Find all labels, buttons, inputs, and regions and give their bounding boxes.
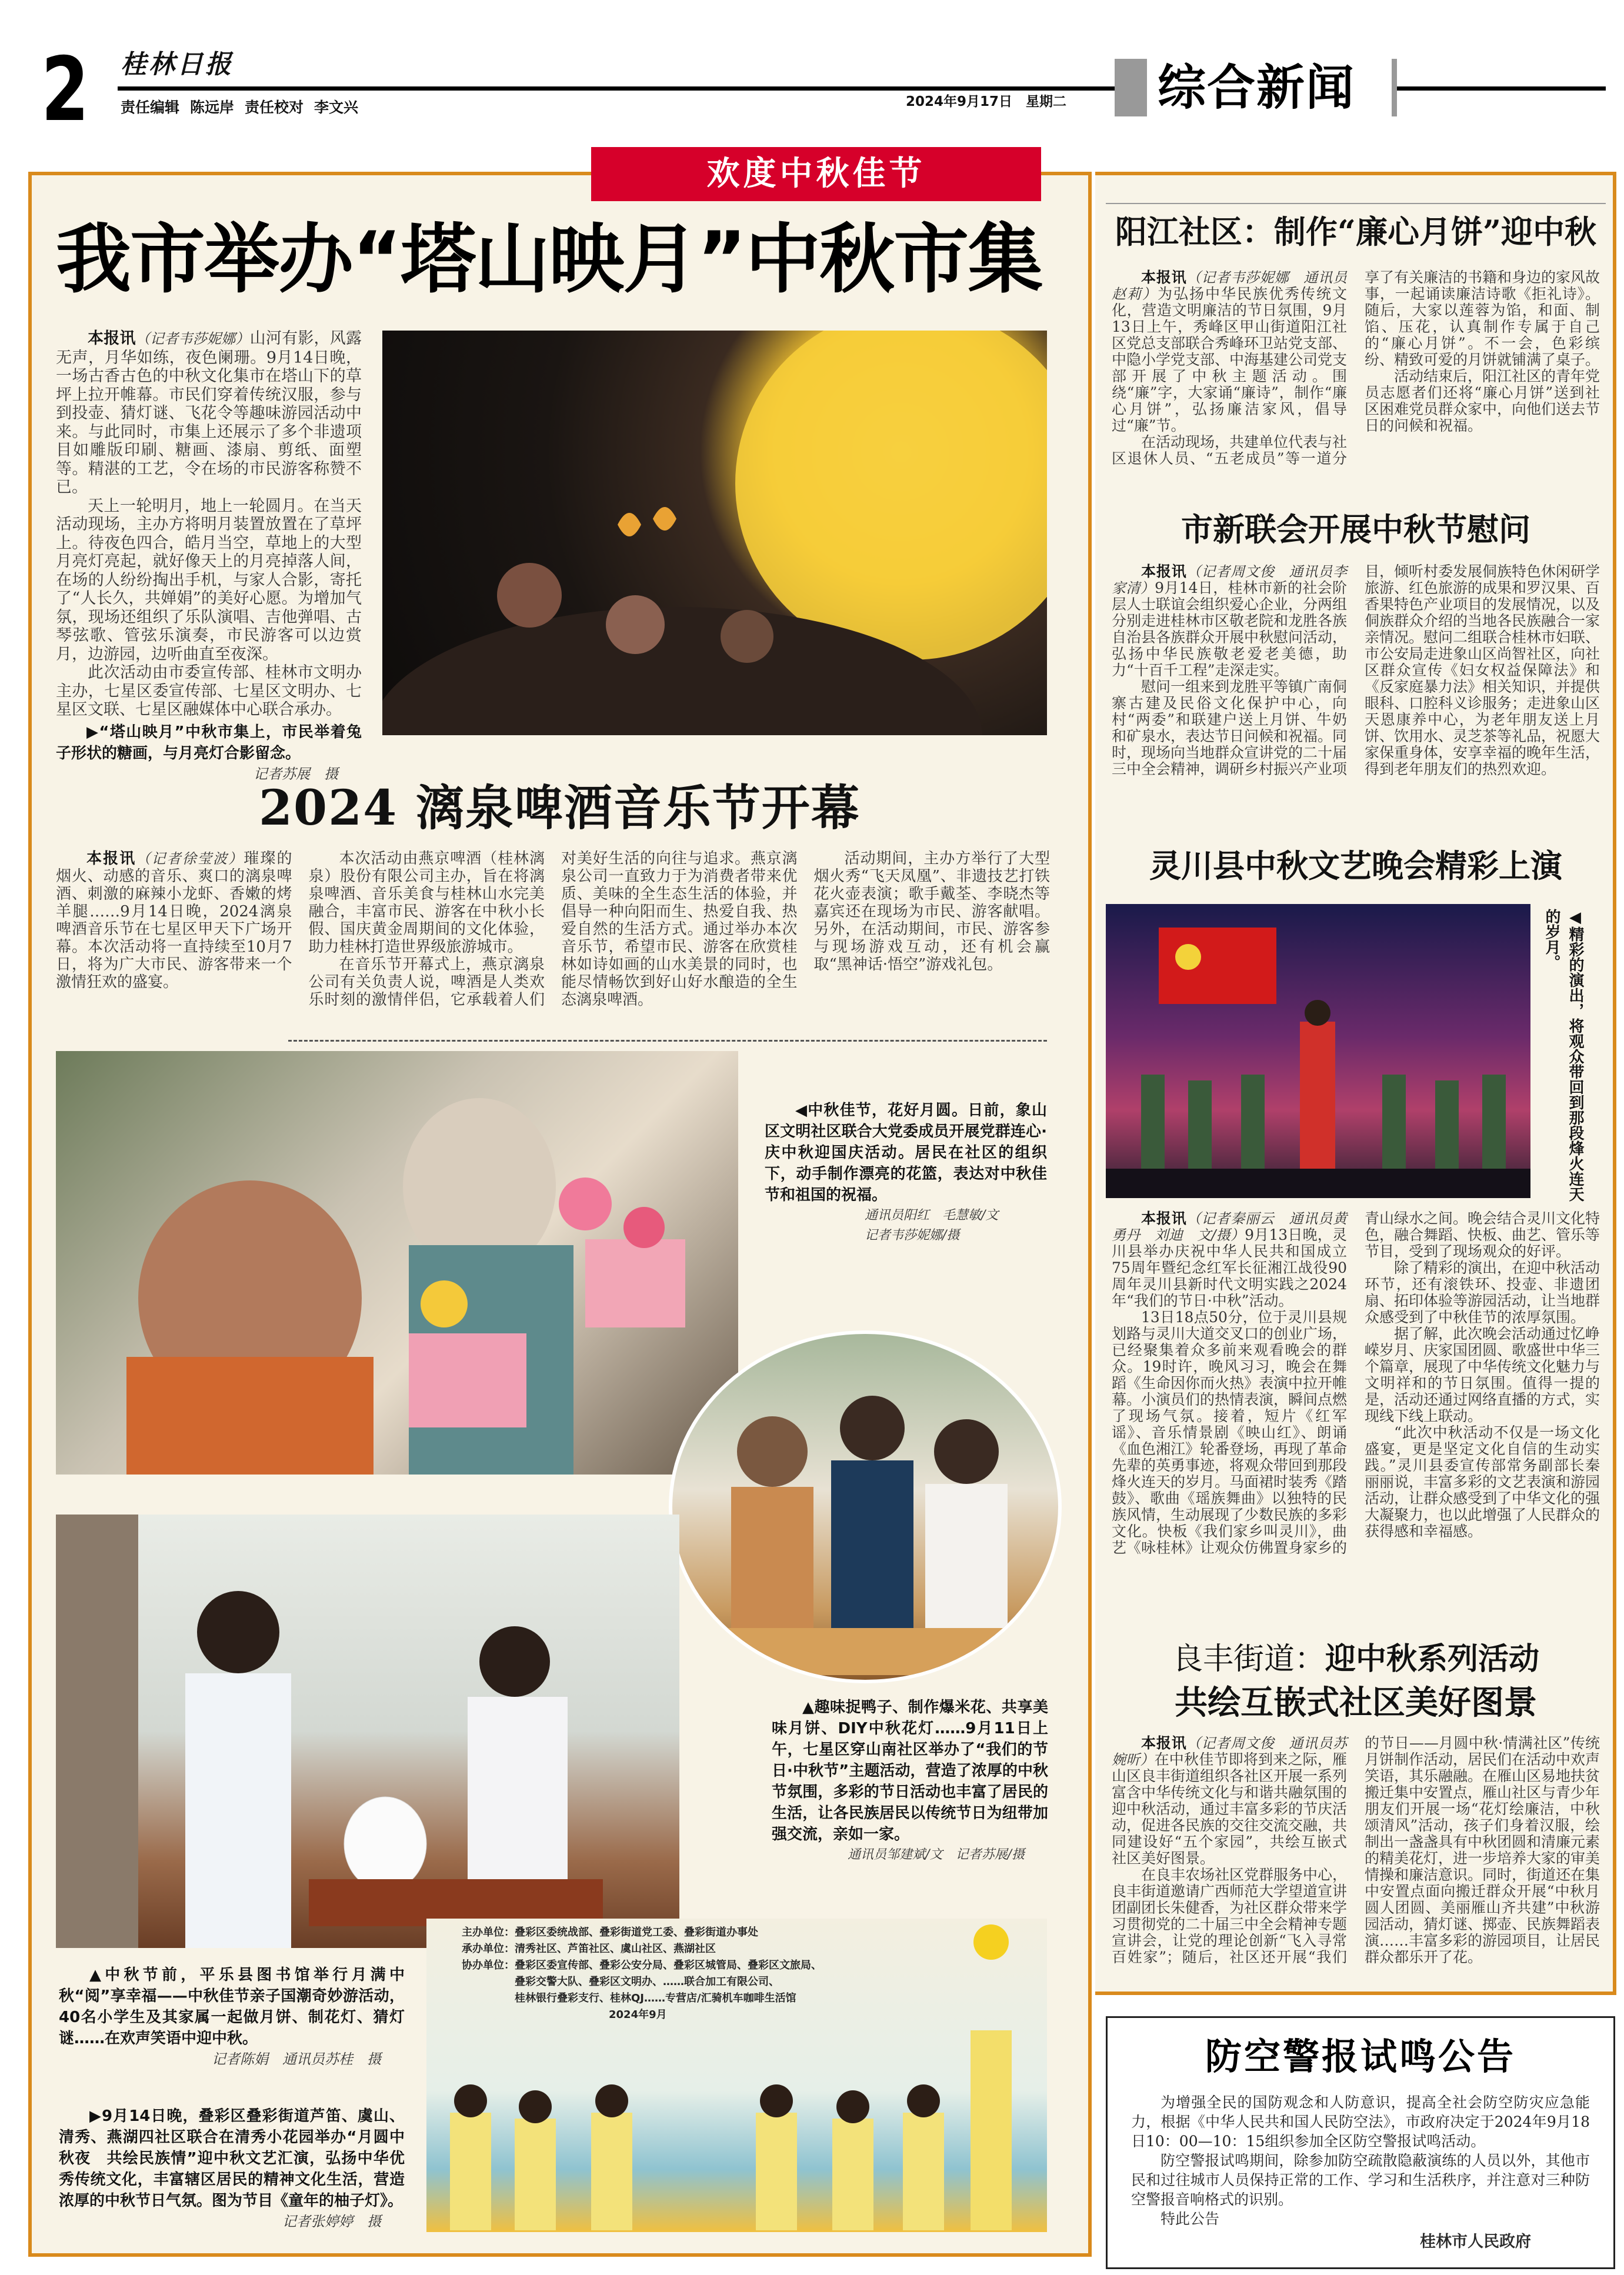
sign-line: 2024年9月 xyxy=(609,2009,667,2021)
sign-line: 协办单位：叠彩区委宣传部、叠彩公安分局、叠彩区城管局、叠彩区文旅局、 xyxy=(462,1959,822,1972)
notice-signature: 桂林市人民政府 xyxy=(1420,2233,1531,2251)
event-sign xyxy=(462,1924,822,2023)
photo-credit: 记者韦莎妮娜/摄 xyxy=(865,1228,960,1243)
caption-text: ▶“塔山映月”中秋市集上，市民举着兔子形状的糖画，与月亮灯合影留念。 xyxy=(56,723,362,762)
byline: （记者秦丽云 通讯员黄勇丹 刘迪 文/摄） xyxy=(1112,1210,1347,1243)
page-number: 2 xyxy=(41,39,89,141)
paragraph: 璀璨的烟火、动感的音乐、爽口的漓泉啤酒、刺激的麻辣小龙虾、香嫩的烤羊腿……9月14日晚，2024漓泉啤酒音乐节在七星区甲天下广场开幕。本次活动将一直持续至10月7日，将为广大市民、游客带来一个激情狂欢的盛宴。 xyxy=(56,850,292,991)
kids-lantern-illustration xyxy=(56,1515,679,1948)
section-bar-end xyxy=(1392,59,1397,116)
photo-credit: 通讯员邹建斌/文 记者苏展/摄 xyxy=(848,1847,1025,1862)
sign-line: 承办单位：清秀社区、芦笛社区、虞山社区、燕湖社区 xyxy=(462,1943,716,1955)
paragraph: 慰问一组来到龙胜平等镇广南侗寨古建及民俗文化保护中心，向村“两委”和联建户送上月饼、牛奶和矿泉水，表达节日问候和祝福。同时，现场向当地群众宣讲党的二十届三中全会精神，调研乡村振兴产业项目，倾听村委发展侗族特色休闲研学旅游、红色旅游的成果和罗汉果、百香果特色产业项目的发展情况，以及侗族群众介绍的当地各民族融合一家亲情况。慰问二组联合桂林市妇联、市公安局走进象山区尚智社区，向社区群众宣传《妇女权益保障法》和《反家庭暴力法》相关知识，并提供眼科、口腔科义诊服务；走进象山区天恩康养中心，为老年朋友送上月饼、饮用水、灵芝茶等礼品，祝愿大家保重身体，安享幸福的晚年生活，得到老年朋友们的热烈欢迎。 xyxy=(1112,563,1600,778)
xinlianhui-article xyxy=(1112,563,1600,778)
notice-paragraph: 为增强全民的国防观念和人防意识，提高全社会防空防灾应急能力，根据《中华人民共和国人民防空法》，市政府决定于2024年9月18日10：00—10：15组织参加全区防空警报试鸣活动。 xyxy=(1131,2094,1590,2150)
sign-line: 桂林银行叠彩支行、桂林QJ……专营店/汇骑机车咖啡生活馆 xyxy=(515,1992,796,2004)
paragraph: 13日18点50分，位于灵川县规划路与灵川大道交叉口的创业广场，已经聚集着众多前来观看晚会的群众。19时许，晚风习习，晚会在舞蹈《生命因你而火热》表演中拉开帷幕。小演员们的热情表演，瞬间点燃了现场气氛。接着，短片《红军谣》、音乐情景剧《映山红》、朗诵《血色湘江》轮番登场，再现了革命先辈的英勇事迹，将观众带回到那段烽火连天的岁月。马面裙时装秀《踏鼓》、歌曲《瑶族舞曲》以独特的民族风情，生动展现了少数民族的多彩文化。快板《我们家乡叫灵川》，曲艺《咏桂林》让观众仿佛置身家乡的青山绿水之间。晚会结合灵川文化特色，融合舞蹈、快板、曲艺、管乐等节目，受到了现场观众的好评。 xyxy=(1112,1210,1600,1556)
paragraph: 此次活动由市委宣传部、桂林市文明办主办，七星区委宣传部、七星区文明办、七星区文联、七星区融媒体中心联合承办。 xyxy=(56,663,362,719)
paragraph: 在良丰农场社区党群服务中心，良丰街道邀请广西师范大学望道宣讲团副团长朱健香，为社区群众带来学习贯彻党的二十届三中全会精神专题宣讲会，让党的理论创新“飞入寻常百姓家”；随后，社区还开展“我们的节日——月圆中秋·情满社区”传统月饼制作活动，居民们在活动中欢声笑语，其乐融融。在雁山区易地扶贫搬迁集中安置点，雁山社区与青少年朋友们开展一场“花灯绘廉洁，中秋颂清风”活动，孩子们身着汉服，绘制出一盏盏具有中秋团圆和清廉元素的精美花灯，进一步培养大家的审美情操和廉洁意识。同时，街道还在集中安置点面向搬迁群众开展“中秋月圆人团圆、美丽雁山齐共建”中秋游园活动，猜灯谜、掷壶、民族舞蹈表演……丰富多彩的游园项目，让居民群众都乐开了花。 xyxy=(1112,1734,1600,1966)
sign-line: 叠彩交警大队、叠彩区文明办、……联合加工有限公司、 xyxy=(515,1976,779,1988)
liangfeng-subheadline: 共绘互嵌式社区美好图景 xyxy=(1175,1683,1537,1722)
issue-date: 2024年9月17日 星期二 xyxy=(906,94,1067,109)
xinlianhui-headline: 市新联会开展中秋节慰问 xyxy=(1181,511,1530,548)
lead-tag: 本报讯 xyxy=(88,329,136,348)
paragraph: 为弘扬中华民族优秀传统文化，营造文明廉洁的节日氛围，9月13日上午，秀峰区甲山街道阳江社区党总支部联合秀峰环卫站党支部、中隐小学党支部、中海基建公司党支部开展了中秋主题活动。围绕“廉”字，大家诵“廉诗”，制作“廉心月饼”，弘扬廉洁家风，倡导过“廉”节。 xyxy=(1112,285,1348,434)
lead-tag: 本报讯 xyxy=(1141,1734,1187,1752)
paragraph: 天上一轮明月，地上一轮圆月。在当天活动现场，主办方将明月装置放置在了草坪上。待夜色四合，皓月当空，草地上的大型月亮灯亮起，就好像天上的月亮掉落人间，在场的人纷纷掏出手机，与家人合影，寄托了“人长久，共婵娟”的美好心愿。为增加气氛，现场还组织了乐队演唱、吉他弹唱、古琴弦歌、管弦乐演奏，市民游客可以边赏月，边游园，边听曲直至夜深。 xyxy=(56,496,362,663)
headline-prefix: 良丰街道： xyxy=(1172,1642,1325,1677)
paragraph: 山河有影，风露无声，月华如练，夜色阑珊。9月14日晚，一场古香古色的中秋文化集市在塔山下的草坪上拉开帷幕。市民们穿着传统汉服，参与到投壶、猜灯谜、飞花令等趣味游园活动中来。与此同时，市集上还展示了多个非遗项目如雕版印刷、糖画、漆扇、剪纸、面塑等。精湛的工艺，令在场的市民游客称赞不已。 xyxy=(56,329,362,496)
yangjiang-headline: 阳江社区：制作“廉心月饼”迎中秋 xyxy=(1115,213,1597,251)
byline: （记者徐莹波） xyxy=(136,850,244,867)
paragraph: 9月14日，桂林市新的社会阶层人士联谊会组织爱心企业，分两组分别走进桂林市区敬老院和龙胜各族自治县各族群众开展中秋慰问活动，弘扬中华民族敬老爱老美德，助力“十百千工程”走深走实。 xyxy=(1112,579,1348,679)
caption-text: ▲趣味捉鸭子、制作爆米花、共享美味月饼、DIY中秋花灯……9月11日上午，七星区穿山南社区举办了“我们的节日·中秋节”主题活动，营造了浓厚的中秋节氛围，多彩的节日活动也丰富了居民的生活，让各民族居民以传统节日为纽带加强交流，亲如一家。 xyxy=(772,1699,1048,1843)
lead-tag: 本报讯 xyxy=(1141,269,1187,286)
library-caption-block xyxy=(59,1964,405,2069)
beer-article xyxy=(56,850,1050,1009)
dashed-divider xyxy=(288,1040,1047,1042)
paragraph: 除了精彩的演出，在迎中秋活动环节，还有滚铁环、投壶、非遗团扇、拓印体验等游园活动，让当地群众感受到了中秋佳节的浓厚氛围。 xyxy=(1365,1259,1600,1326)
mooncake-circle-photo xyxy=(669,1330,1062,1683)
credit-name: 陈远岸 xyxy=(190,99,235,116)
paragraph: 活动结束后，阳江社区的青年党员志愿者们还将“廉心月饼”送到社区困难党员群众家中，向他们送去节日的问候和祝福。 xyxy=(1365,368,1600,434)
editor-credits xyxy=(121,100,369,115)
text-credit: 通讯员阳红 毛慧敏/文 xyxy=(865,1208,999,1223)
paragraph: 在活动现场，共建单位代表与社区退休人员、“五老成员”等一道分享了有关廉洁的书籍和身边的家风故事，一起诵读廉洁诗歌《拒礼诗》。随后，大家以莲蓉为馅，和面、制馅、压花，认真制作专属于自己的“廉心月饼”。不一会，色彩缤纷、精致可爱的月饼就铺满了桌子。 xyxy=(1112,269,1600,467)
stage-performance-photo xyxy=(426,1919,1047,2232)
flower-basket-illustration xyxy=(56,1051,738,1475)
feature-banner: 欢度中秋佳节 xyxy=(591,147,1041,201)
photo-credit: 记者陈娟 通讯员苏桂 摄 xyxy=(212,2051,381,2067)
photo-credit: 记者张婷婷 摄 xyxy=(282,2213,381,2230)
stage-caption-block xyxy=(59,2106,405,2231)
photo-credit: 记者苏展 摄 xyxy=(254,765,338,782)
byline: （记者韦莎妮娜） xyxy=(135,331,250,347)
beer-headline: 2024 漓泉啤酒音乐节开幕 xyxy=(259,780,861,836)
paragraph: 据了解，此次晚会活动通过忆峥嵘岁月、庆家国团圆、歌盛世中华三个篇章，展现了中华传统文化魅力与文明祥和的节日氛围。值得一提的是，活动还通过网络直播的方式，实现线下线上联动。 xyxy=(1365,1325,1600,1425)
air-raid-notice xyxy=(1106,2016,1615,2269)
caption-text: ▶9月14日晚，叠彩区叠彩街道芦笛、虞山、清秀、燕湖四社区联合在清秀小花园举办“月圆中秋夜 共绘民族情”迎中秋文艺汇演，弘扬中华优秀传统文化，丰富辖区居民的精神文化生活，营造浓厚的中秋节日气氛。图为节目《童年的柚子灯》。 xyxy=(59,2107,405,2210)
photo-caption xyxy=(59,2106,405,2211)
lead-tag: 本报讯 xyxy=(86,850,136,868)
section-title: 综合新闻 xyxy=(1158,59,1356,116)
paragraph: 在中秋佳节即将到来之际，雁山区良丰街道组织各社区开展一系列富含中华传统文化与和谐共融氛围的迎中秋活动，通过丰富多彩的节庆活动，促进各民族的交往交流交融，共同建设好“五个家园”，共绘互嵌式社区美好图景。 xyxy=(1112,1751,1348,1867)
lingchuan-headline: 灵川县中秋文艺晚会精彩上演 xyxy=(1149,847,1562,885)
photo-caption xyxy=(765,1100,1047,1206)
liangfeng-headline xyxy=(1095,1641,1616,1677)
paragraph: 本次活动由燕京啤酒（桂林漓泉）股份有限公司主办，旨在将漓泉啤酒、音乐美食与桂林山水完美融合，丰富市民、游客在中秋小长假、国庆黄金周期间的文化体验，助力桂林打造世界级旅游城市。 xyxy=(308,850,545,956)
section-header xyxy=(1115,59,1397,116)
flower-basket-photo xyxy=(56,1051,738,1475)
credit-label: 责任校对 xyxy=(245,99,304,116)
section-bar xyxy=(1115,59,1147,116)
headline-line1: 迎中秋系列活动 xyxy=(1325,1641,1540,1677)
gala-photo-caption: ◀精彩的演出，将观众带回到那段烽火连天的岁月。 xyxy=(1543,909,1584,1202)
kids-lantern-photo xyxy=(56,1515,679,1948)
byline: （记者周文俊 通讯员李家清） xyxy=(1112,563,1347,596)
lead-article xyxy=(56,329,362,784)
byline: （记者韦莎妮娜 通讯员赵莉） xyxy=(1112,269,1347,302)
kids-caption-block xyxy=(772,1697,1048,1865)
credit-label: 责任编辑 xyxy=(121,99,180,116)
caption-text: ▲中秋节前，平乐县图书馆举行月满中秋“阅”享幸福——中秋佳节亲子国潮奇妙游活动，40名小学生及其家属一起做月饼、制花灯、猜灯谜……在欢声笑语中迎中秋。 xyxy=(59,1966,405,2047)
photo-caption xyxy=(772,1697,1048,1845)
yangjiang-article xyxy=(1112,269,1600,467)
lead-tag: 本报讯 xyxy=(1141,1210,1187,1227)
caption-text: ◀中秋佳节，花好月圆。日前，象山区文明社区联合大党委成员开展党群连心·庆中秋迎国庆活动。居民在社区的组织下，动手制作漂亮的花篮，表达对中秋佳节和祖国的祝福。 xyxy=(765,1102,1047,1204)
lead-headline: 我市举办“塔山映月”中秋市集 xyxy=(56,216,1042,303)
notice-title: 防空警报试鸣公告 xyxy=(1205,2035,1516,2078)
paragraph: 9月13日晚，灵川县举办庆祝中华人民共和国成立75周年暨纪念红军长征湘江战役90周年灵川县新时代文明实践之2024年“我们的节日·中秋”活动。 xyxy=(1112,1226,1347,1309)
moon-market-photo xyxy=(382,331,1047,735)
lead-tag: 本报讯 xyxy=(1141,563,1187,580)
liangfeng-article xyxy=(1112,1735,1600,1966)
paper-logo: 桂林日报 xyxy=(121,49,234,79)
paragraph: 在音乐节开幕式上，燕京漓泉公司有关负责人说，啤酒是人类欢乐时刻的激情伴侣，它承载着人们对美好生活的向往与追求。燕京漓泉公司一直致力于为消费者带来优质、美味的全生态生活的体验，并倡导一种向阳而生、热爱自我、热爱自然的生活方式。通过举办本次音乐节，希望市民、游客在欣赏桂林如诗如画的山水美景的同时，也能尽情畅饮到好山好水酿造的全生态漓泉啤酒。 xyxy=(308,850,798,1009)
women-mooncake-illustration xyxy=(672,1334,1061,1681)
photo-caption xyxy=(56,722,362,764)
moon-lantern-illustration xyxy=(382,331,1047,735)
sign-line: 主办单位：叠彩区委统战部、叠彩街道党工委、叠彩街道办事处 xyxy=(462,1926,758,1939)
gala-stage-photo xyxy=(1106,904,1530,1198)
paragraph: “此次中秋活动不仅是一场文化盛宴，更是坚定文化自信的生动实践。”灵川县委宣传部常务副部长秦丽丽说，丰富多彩的文艺表演和游园活动，让群众感受到了中华文化的强大凝聚力，也以此增强了人民群众的获得感和幸福感。 xyxy=(1365,1424,1600,1540)
byline: （记者周文俊 通讯员苏婉昕） xyxy=(1112,1735,1347,1768)
flower-caption-block xyxy=(765,1100,1047,1246)
gala-performers-illustration xyxy=(1106,904,1530,1198)
credit-name: 李文兴 xyxy=(314,99,359,116)
photo-caption xyxy=(59,1964,405,2049)
column-rule xyxy=(1106,203,1606,204)
notice-closing: 特此公告 xyxy=(1161,2210,1220,2227)
paragraph: 活动期间，主办方举行了大型烟火秀“飞天凤凰”、非遗技艺打铁花火壶表演；歌手戴荃、李晓杰等嘉宾还在现场为市民、游客献唱。另外，在活动期间，市民、游客参与现场游戏互动，还有机会赢取“黑神话·悟空”游戏礼包。 xyxy=(813,850,1050,973)
lingchuan-article xyxy=(1112,1210,1600,1556)
notice-paragraph: 防空警报试鸣期间，除参加防空疏散隐蔽演练的人员以外，其他市民和过往城市人员保持正常的工作、学习和生活秩序，并注意对三种防空警报音响格式的识别。 xyxy=(1131,2152,1590,2208)
